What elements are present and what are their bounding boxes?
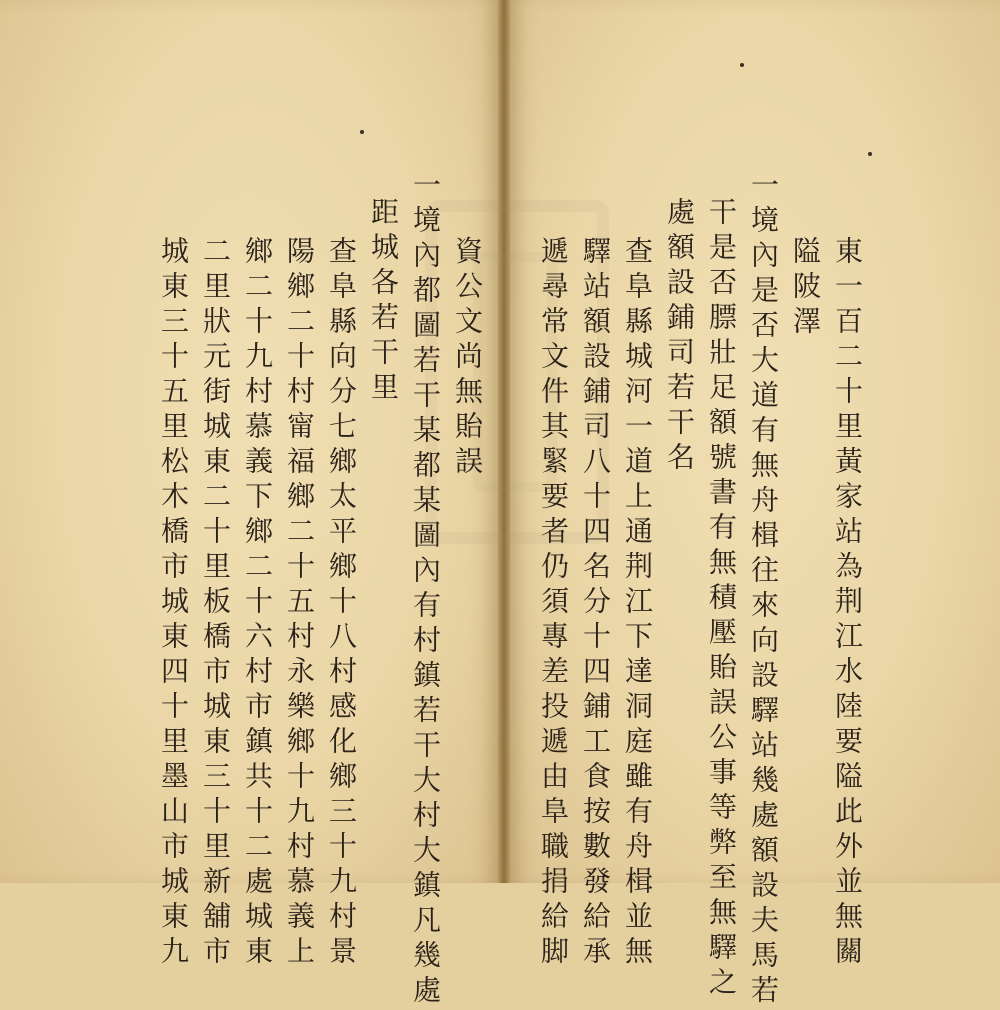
left-page-column-8: 城東三十五里松木橋市城東四十里墨山市城東九 xyxy=(157,236,190,971)
right-page-column-4: 干是否膘壯足額號書有無積壓貽誤公事等弊至無驛之 xyxy=(705,197,738,1002)
right-page-column-3: 一境內是否大道有無舟楫往來向設驛站幾處額設夫馬若 xyxy=(747,170,780,1010)
right-page-column-6: 查阜縣城河一道上通荆江下達洞庭雖有舟楫並無 xyxy=(621,236,654,971)
left-page-column-3: 距城各若干里 xyxy=(367,197,400,407)
left-page-column-4: 查阜縣向分七鄉太平鄉十八村感化鄉三十九村景 xyxy=(325,236,358,971)
left-page-column-2: 一境內都圖若干某都某圖內有村鎮若干大村大鎮凡幾處 xyxy=(409,170,442,1010)
ink-speck xyxy=(740,63,744,67)
right-page-column-8: 遞尋常文件其緊要者仍須專差投遞由阜職捐給脚 xyxy=(537,236,570,971)
ink-speck xyxy=(868,152,872,156)
left-page-column-5: 陽鄉二十村甯福鄉二十五村永樂鄉十九村慕義上 xyxy=(283,236,316,971)
left-page-column-7: 二里狀元街城東二十里板橋市城東三十里新舖市 xyxy=(199,236,232,971)
ink-speck xyxy=(360,130,364,134)
right-page-column-1: 東一百二十里黃家站為荆江水陸要隘此外並無關 xyxy=(831,236,864,971)
left-page-column-1: 資公文尚無貽誤 xyxy=(451,236,484,481)
right-page-column-2: 隘陂澤 xyxy=(789,236,822,341)
right-page-column-7: 驛站額設鋪司八十四名分十四鋪工食按數發給承 xyxy=(579,236,612,971)
right-page-column-5: 處額設鋪司若干名 xyxy=(663,197,696,477)
left-page-column-6: 鄉二十九村慕義下鄉二十六村市鎮共十二處城東 xyxy=(241,236,274,971)
